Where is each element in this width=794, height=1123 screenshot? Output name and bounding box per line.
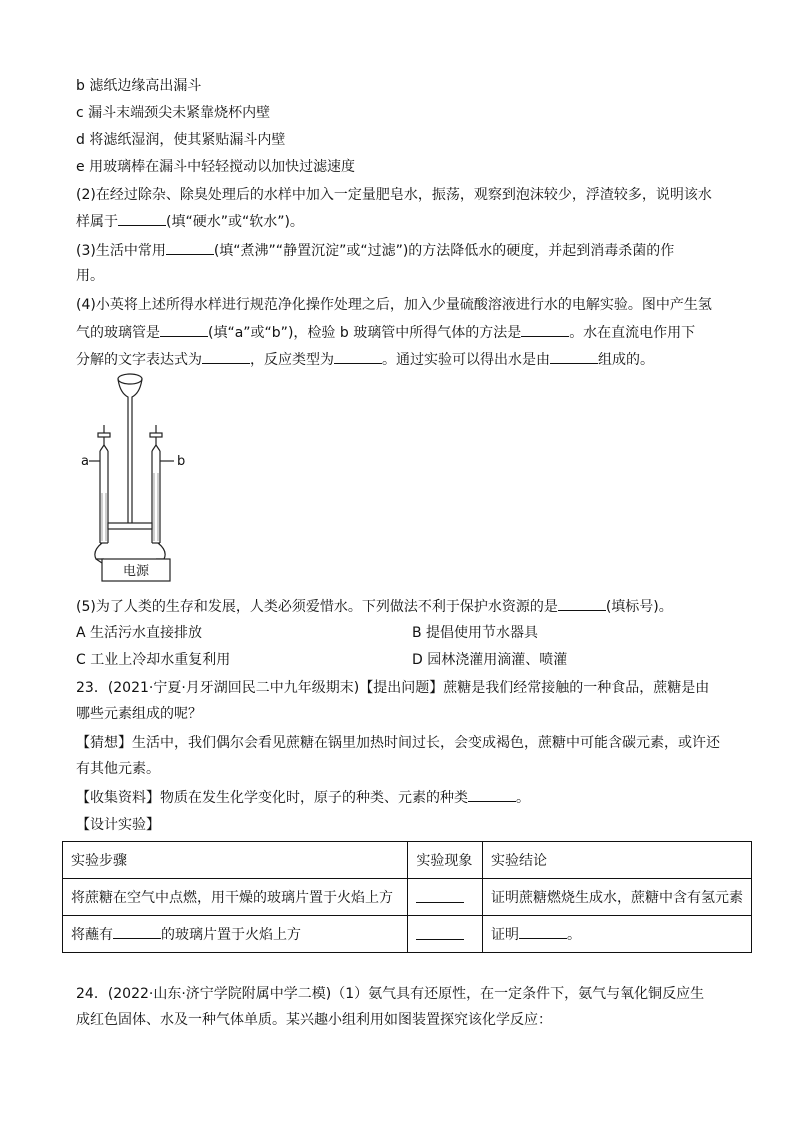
table-header: 实验结论 [483,842,752,879]
table-cell [408,916,483,953]
answer-blank [521,322,569,337]
answer-blank [416,888,464,903]
table-cell [408,879,483,916]
q4-text-a: 气的玻璃管是 [76,325,160,341]
q23-line1: 23．(2021·宁夏·月牙湖回民二中九年级期末)【提出问题】蔗糖是我们经常接触的一种食品，蔗糖是由 [76,680,710,696]
q5-option-a: A 生活污水直接排放 [76,625,203,641]
answer-blank [550,349,598,364]
row2-step-b: 的玻璃片置于火焰上方 [161,927,301,943]
answer-blank [519,924,567,939]
answer-blank [558,596,606,611]
table-header-row [63,842,752,879]
q3-line1 [76,240,674,261]
option-c: c 漏斗末端颈尖未紧靠烧杯内壁 [76,105,271,121]
answer-blank [160,322,208,337]
q4-line2 [76,322,695,343]
q4-text-c: 。通过实验可以得出水是由 [382,352,550,368]
option-b: b 滤纸边缘高出漏斗 [76,78,202,94]
answer-blank [202,349,250,364]
q4-text-b: ，反应类型为 [250,352,334,368]
q4-text-c: 。水在直流电作用下 [569,325,696,341]
q23-text-a: 【收集资料】物质在发生化学变化时，原子的种类、元素的种类 [76,790,468,806]
power-supply-label: 电源 [122,564,150,579]
q23-line2: 哪些元素组成的呢？ [76,706,202,722]
table-header: 实验步骤 [63,842,408,879]
answer-blank [118,211,166,226]
q5-option-b: B 提倡使用节水器具 [412,625,539,641]
q24-line1: 24．(2022·山东·济宁学院附属中学二模)（1）氨气具有还原性，在一定条件下，氨气与氧化铜反应生 [76,986,705,1002]
table-cell: 证明蔗糖燃烧生成水，蔗糖中含有氢元素 [483,879,752,916]
label-a: a [81,454,89,469]
table-cell [63,916,408,953]
q2-line2 [76,211,304,232]
q23-line3: 【猜想】生活中，我们偶尔会看见蔗糖在锅里加热时间过长，会变成褐色，蔗糖中可能含碳元素，或许还 [76,735,720,751]
q23-line6: 【设计实验】 [76,817,160,833]
q4-line1: (4)小英将上述所得水样进行规范净化操作处理之后，加入少量硫酸溶液进行水的电解实验。图中产生氢 [76,297,712,313]
label-b: b [177,454,186,469]
table-header: 实验现象 [408,842,483,879]
q4-text-b: (填“a”或“b”)，检验 b 玻璃管中所得气体的方法是 [208,325,522,341]
q2-text-b: (填“硬水”或“软水”)。 [166,214,304,230]
table-cell [483,916,752,953]
row2-step-a: 将蘸有 [71,927,113,943]
answer-blank [334,349,382,364]
table-row [63,879,752,916]
q23-line5 [76,787,530,808]
q3-text-b: (填“煮沸”“静置沉淀”或“过滤”)的方法降低水的硬度，并起到消毒杀菌的作 [213,243,675,259]
answer-blank [166,240,214,255]
table-row [63,916,752,953]
answer-blank [468,787,516,802]
option-e: e 用玻璃棒在漏斗中轻轻搅动以加快过滤速度 [76,159,356,175]
q23-line4: 有其他元素。 [76,761,160,777]
q2-line1: (2)在经过除杂、除臭处理后的水样中加入一定量肥皂水，振荡，观察到泡沫较少，浮渣较多，说明该水 [76,187,712,203]
electrolysis-apparatus-figure [78,373,198,585]
q5-option-c: C 工业上冷却水重复利用 [76,652,231,668]
answer-blank [416,925,464,940]
q2-text-a: 样属于 [76,214,118,230]
q4-text-a: 分解的文字表达式为 [76,352,202,368]
table-cell: 将蔗糖在空气中点燃，用干燥的玻璃片置于火焰上方 [63,879,408,916]
q3-line2: 用。 [76,268,104,284]
row2-concl-a: 证明 [491,927,519,943]
answer-blank [113,924,161,939]
q5-option-d: D 园林浇灌用滴灌、喷灌 [412,652,568,668]
q5-text-a: (5)为了人类的生存和发展，人类必须爱惜水。下列做法不利于保护水资源的是 [76,599,558,615]
row2-concl-b: 。 [567,927,581,943]
q24-line2: 成红色固体、水及一种气体单质。某兴趣小组利用如图装置探究该化学反应： [76,1012,552,1028]
option-d: d 将滤纸湿润，使其紧贴漏斗内壁 [76,132,286,148]
experiment-table [62,841,752,953]
q4-text-d: 组成的。 [598,352,654,368]
q4-line3 [76,349,654,370]
q3-text-a: (3)生活中常用 [76,243,166,259]
q5-text-b: (填标号)。 [605,599,673,615]
q5-line1 [76,596,673,617]
q23-text-b: 。 [516,790,530,806]
